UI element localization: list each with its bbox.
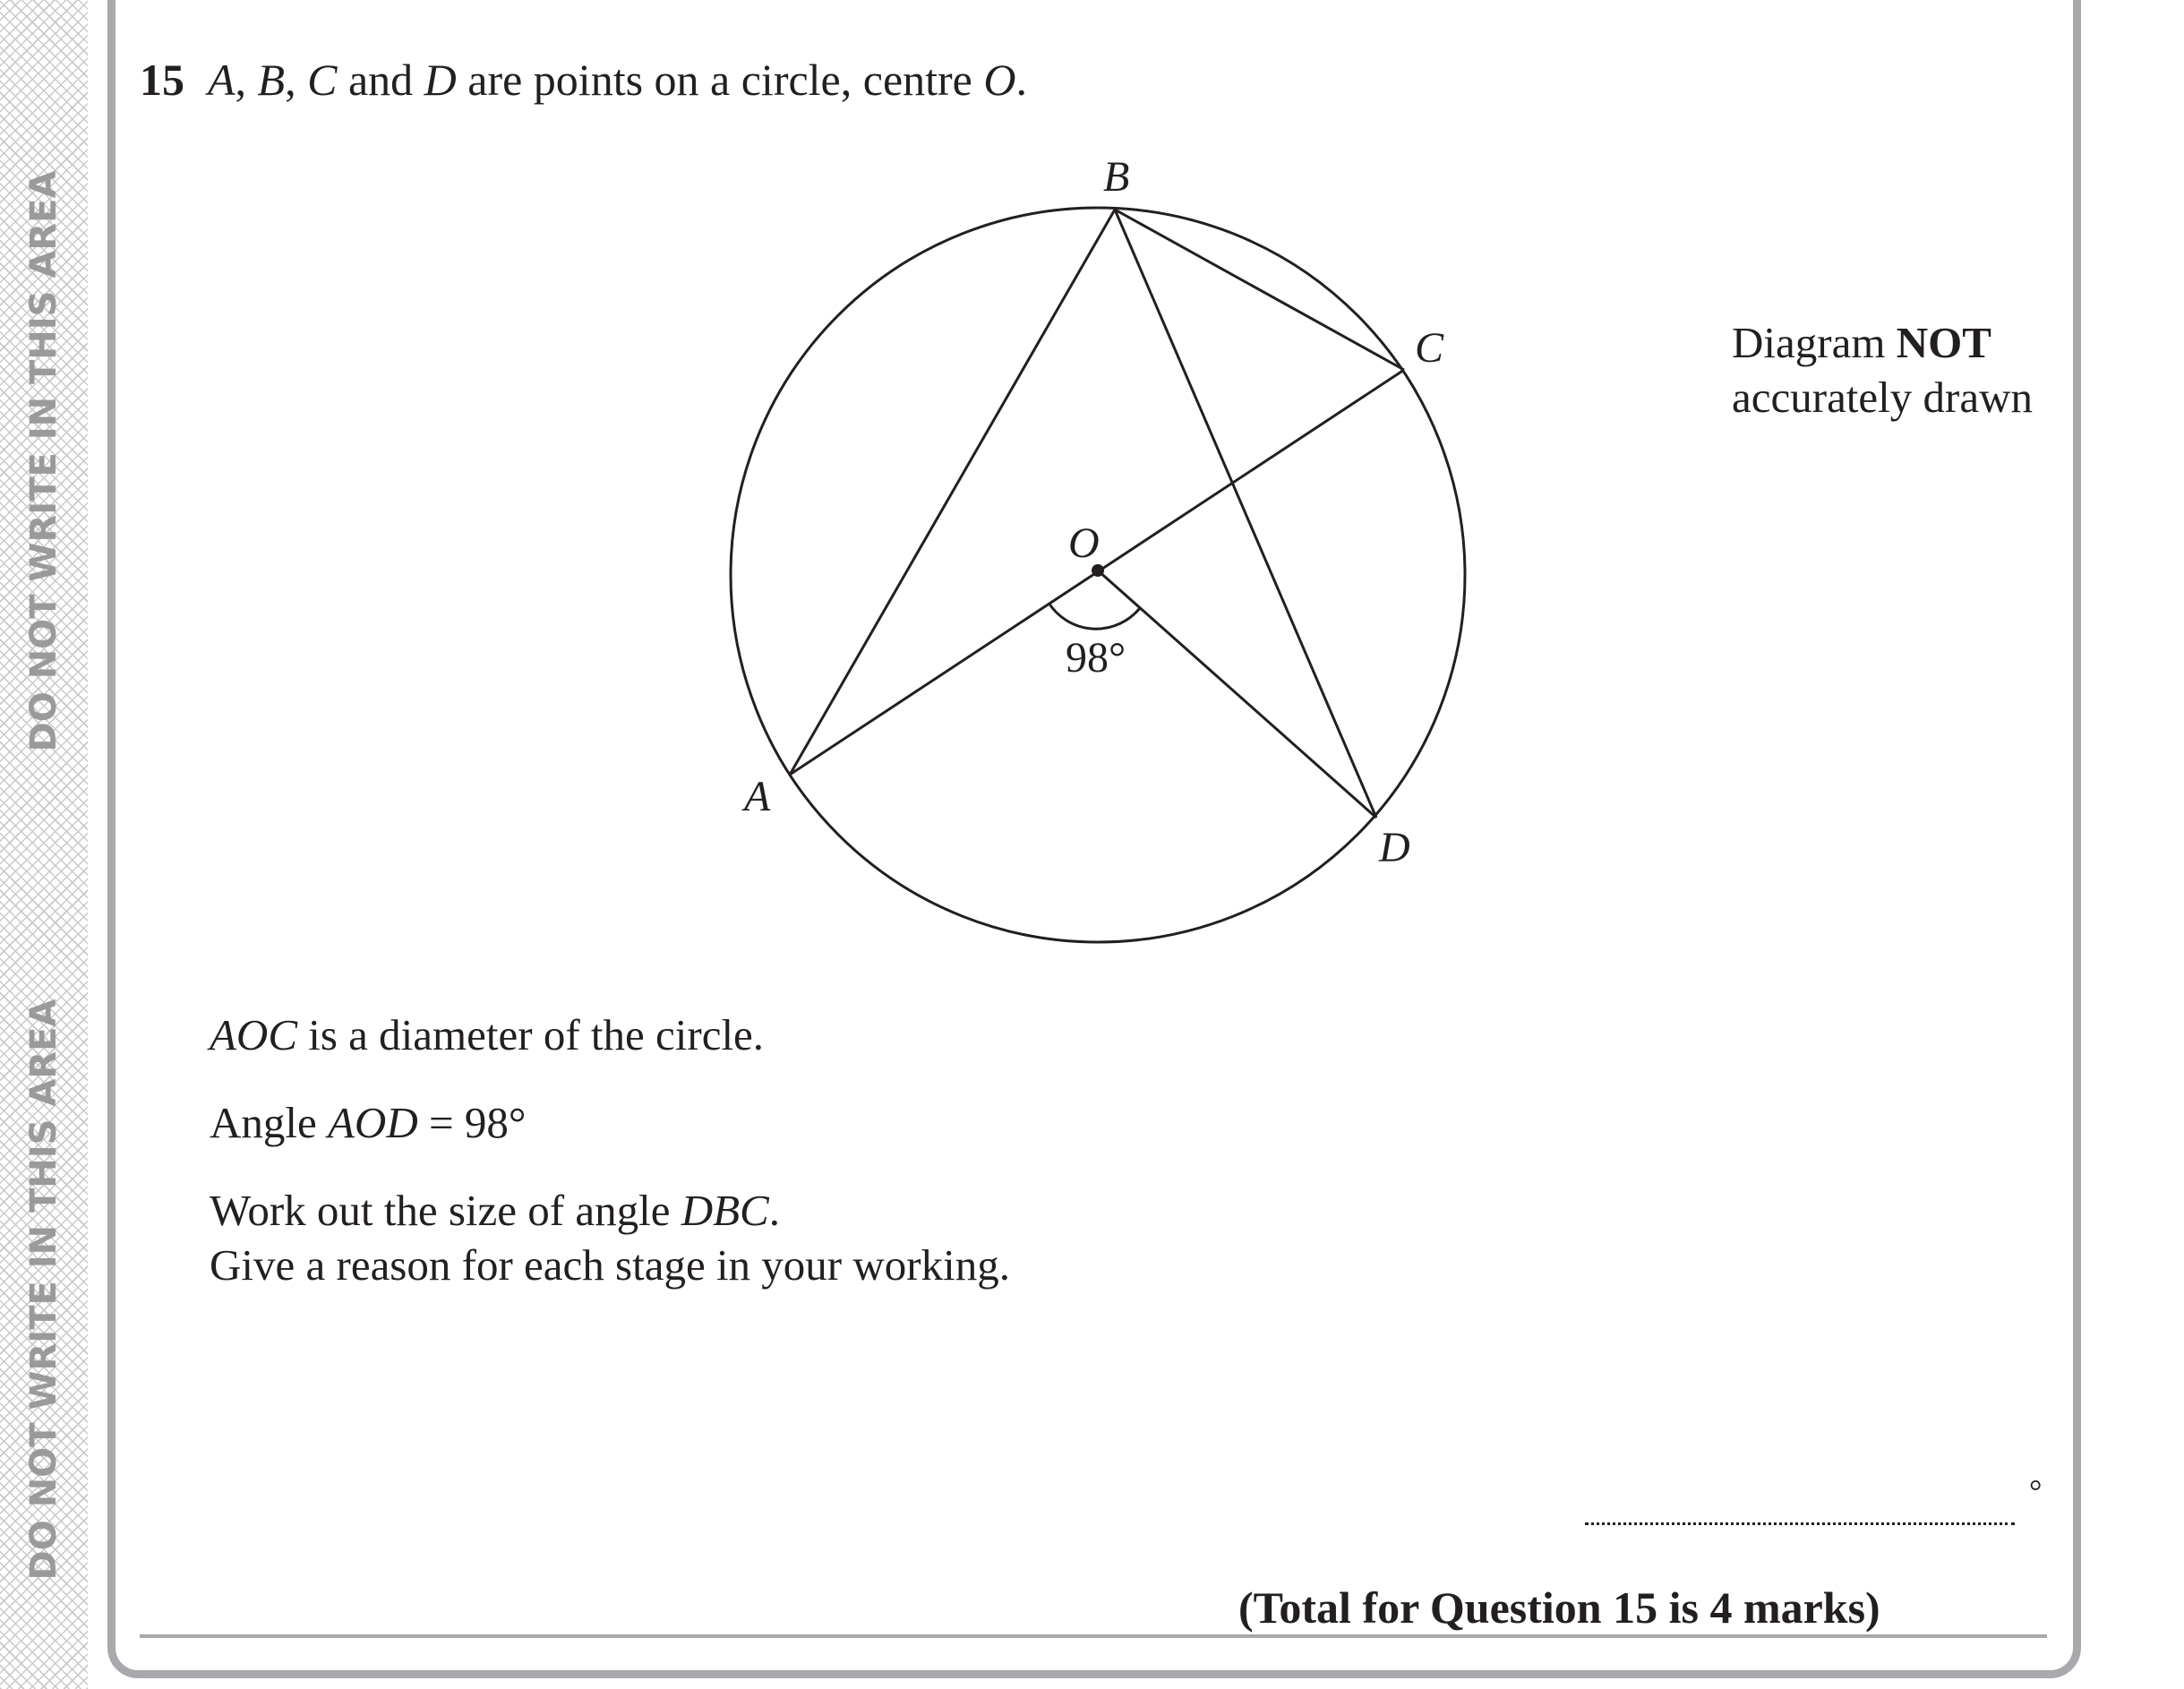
- label-a: A: [744, 773, 771, 820]
- question-intro: A, B, C and D are points on a circle, centre O.: [208, 55, 1027, 105]
- answer-line[interactable]: [1585, 1522, 2015, 1525]
- statement-diameter: AOC is a diameter of the circle.: [210, 1010, 765, 1059]
- chord-ab: [790, 210, 1115, 775]
- label-c: C: [1415, 324, 1444, 372]
- statement-angle: Angle AOD = 98°: [210, 1098, 527, 1147]
- diagram-note: Diagram NOT accurately drawn: [1732, 318, 2033, 422]
- margin-warning-top: DO NOT WRITE IN THIS AREA: [23, 170, 64, 752]
- radius-od: [1098, 570, 1376, 818]
- margin-warning-bottom: DO NOT WRITE IN THIS AREA: [23, 999, 64, 1581]
- question-total: (Total for Question 15 is 4 marks): [1238, 1582, 1880, 1633]
- chord-bc: [1115, 210, 1404, 370]
- statement-reason: Give a reason for each stage in your working.: [210, 1240, 1010, 1290]
- label-b: B: [1103, 153, 1130, 201]
- answer-unit: °: [2029, 1473, 2043, 1509]
- chord-bd: [1115, 210, 1376, 818]
- bottom-rule: [140, 1634, 2047, 1638]
- label-d: D: [1379, 824, 1410, 871]
- statement-task: Work out the size of angle DBC.: [210, 1186, 780, 1235]
- question-number: 15: [140, 55, 184, 105]
- angle-arc-aod: [1049, 603, 1140, 629]
- angle-label: 98°: [1066, 634, 1126, 682]
- label-o: O: [1068, 519, 1100, 567]
